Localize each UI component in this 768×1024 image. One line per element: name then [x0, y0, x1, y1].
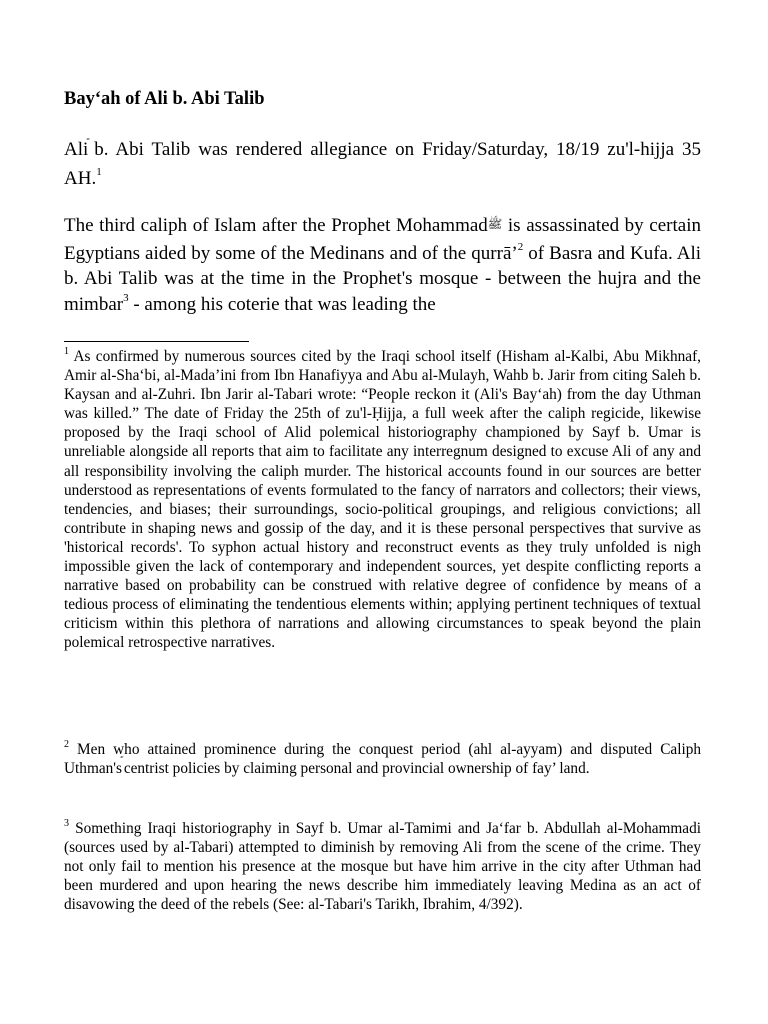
footnote-2-text-b: centrist policies by claiming personal and provincial ownership of fay’ land.: [123, 760, 590, 778]
footnote-3: [64, 819, 701, 914]
footnote-3-text: Something Iraqi historiography in Sayf b. Umar al-Tamimi and Ja‘far b. Abdullah al-Mohammadi (sources used by al-Tabari) attempted to diminish by removing Ali from the scene of the crime. They not only fail to mention his presence at the mosque but have him arrive in the city after Uthman had been murdered and upon hearing the news describe him immediately leaving Medina as an act of disavowing the deed of the rebels (See: al-Tabari's Tarikh, Ibrahim, 4/392).: [64, 820, 701, 914]
footnote-1-text: As confirmed by numerous sources cited by the Iraqi school itself (Hisham al-Kalbi, Abu Mikhnaf, Amir al-Sha‘bi, al-Mada’ini from Ibn Hanafiyya and Abu al-Mulayh, Wahb b. Jarir from citing Saleh b. Kaysan and al-Zuhri. Ibn Jarir al-Tabari wrote: “People reckon it (Ali's Bay‘ah) from the day Uthman was killed.” The date of Friday the 25th of zu'l-Ḥijja, a full week after the caliph regicide, likewise proposed by the Iraqi school of Alid polemical historiography championed by Sayf b. Umar is unreliable alongside all reports that aim to facilitate any interregnum designed to excuse Ali of any and all responsibility involving the caliph murder. The historical accounts found in our sources are better understood as representations of events formulated to the fancy of narrators and collectors; their views, tendencies, and biases; their surroundings, socio-political groupings, and religious convictions; all contribute in shaping news and gossip of the day, and it is these personal perspectives that survive as 'historical records'. To syphon actual history and reconstruct events as they truly unfolded is nigh impossible given the lack of contemporary and independent sources, yet despite conflicting reports a narrative based on probability can be construed with relative degree of confidence by means of a tedious process of eliminating the tendentious elements within; applying pertinent techniques of textual criticism within this plethora of narrations and allowing circumstances to speak beyond the plain polemical retrospective narratives.: [64, 348, 702, 652]
footnote-2-text-a: Men who attained prominence during the conquest period (ahl al-ayyam) and disputed Caliph Uthman's: [64, 741, 702, 778]
paragraph-assassination-part-b: is assassinated by certain Egyptians aided by some of the Medinans and of the qurrā’: [64, 215, 701, 264]
paragraph-assassination-part-c: of Basra and Kufa. Ali b. Abi Talib was at the time in the Prophet's mosque - between the hujra and the mimbar: [64, 242, 702, 315]
footnote-2-mark: 2: [64, 738, 69, 750]
footnote-ref-3[interactable]: 3: [123, 292, 129, 305]
paragraph-assassination-part-d: - among his coterie that was leading the: [133, 293, 436, 315]
honorific-prophet: ﷺ: [487, 217, 503, 231]
footnote-separator: [64, 341, 249, 342]
footnote-1-mark: 1: [64, 345, 69, 357]
paragraph-allegiance-text: b. Abi Talib was rendered allegiance on Friday/Saturday, 18/19 zu'l-hijja 35 AH.: [64, 139, 701, 189]
footnote-ref-2[interactable]: 2: [517, 241, 524, 254]
footnote-1: [64, 347, 701, 653]
footnote-ref-1[interactable]: 1: [96, 166, 102, 179]
footnote-2: [64, 740, 701, 780]
paragraph-assassination: [64, 213, 701, 317]
section-heading: Bay‘ah of Ali b. Abi Talib: [64, 89, 265, 109]
footnote-3-mark: 3: [64, 817, 69, 829]
paragraph-allegiance: [64, 137, 701, 191]
ali-name: Ali: [64, 139, 89, 160]
paragraph-assassination-part-a: The third caliph of Islam after the Prophet Mohammad: [64, 215, 488, 236]
